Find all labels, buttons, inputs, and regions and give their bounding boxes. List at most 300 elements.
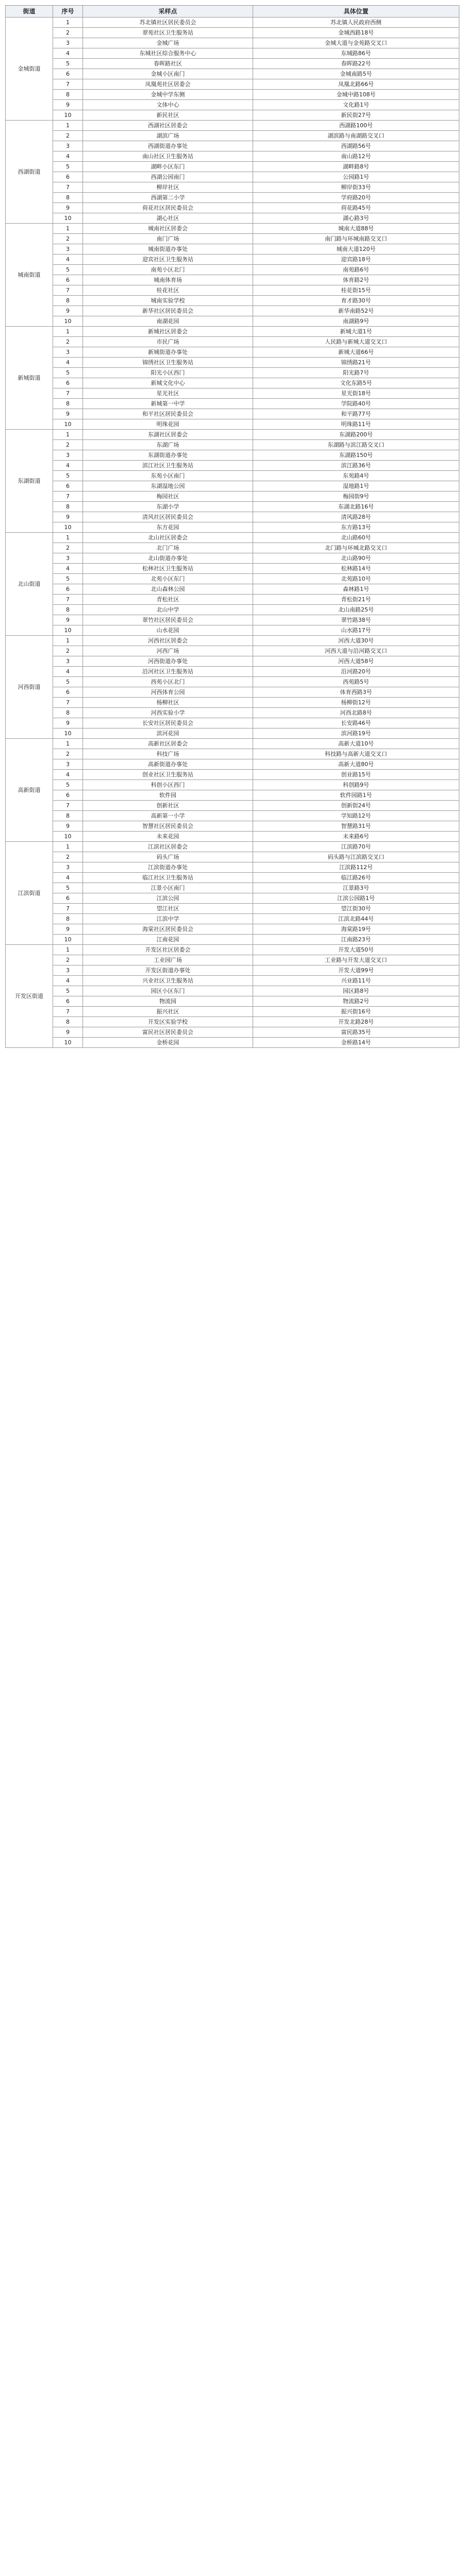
location-cell: 清风路28号 xyxy=(253,512,459,522)
table-row xyxy=(6,986,459,996)
seq-cell: 6 xyxy=(53,481,83,492)
seq-cell: 1 xyxy=(53,224,83,234)
table-row xyxy=(6,862,459,873)
sampling-point-cell: 金城广场 xyxy=(83,38,253,48)
location-cell: 东方路13号 xyxy=(253,522,459,533)
location-cell: 河西大道与沿河路交叉口 xyxy=(253,646,459,656)
location-cell: 体育西路3号 xyxy=(253,687,459,698)
street-name-cell: 江滨街道 xyxy=(6,842,53,945)
table-row xyxy=(6,780,459,790)
location-cell: 文化路1号 xyxy=(253,100,459,110)
seq-cell: 2 xyxy=(53,337,83,347)
location-cell: 东城路86号 xyxy=(253,48,459,59)
location-cell: 新民街27号 xyxy=(253,110,459,121)
location-cell: 城南大道120号 xyxy=(253,244,459,255)
seq-cell: 4 xyxy=(53,255,83,265)
table-row xyxy=(6,564,459,574)
sampling-point-cell: 开发区社区居委会 xyxy=(83,945,253,955)
sampling-point-cell: 新城第一中学 xyxy=(83,399,253,409)
seq-cell: 6 xyxy=(53,893,83,904)
seq-cell: 10 xyxy=(53,832,83,842)
sampling-point-cell: 江南花园 xyxy=(83,935,253,945)
location-cell: 物流路2号 xyxy=(253,996,459,1007)
table-row xyxy=(6,182,459,193)
sampling-point-cell: 苏北镇社区居民委员会 xyxy=(83,18,253,28)
table-row xyxy=(6,419,459,430)
sampling-point-cell: 江景小区南门 xyxy=(83,883,253,893)
seq-cell: 10 xyxy=(53,213,83,224)
table-row xyxy=(6,852,459,862)
location-cell: 湖滨路与南湖路交叉口 xyxy=(253,131,459,141)
table-row xyxy=(6,595,459,605)
location-cell: 春晖路22号 xyxy=(253,59,459,69)
location-cell: 海棠路19号 xyxy=(253,924,459,935)
sampling-point-cell: 城南实验学校 xyxy=(83,296,253,306)
sampling-point-cell: 东湖湿地公园 xyxy=(83,481,253,492)
location-cell: 湖心路3号 xyxy=(253,213,459,224)
location-cell: 河西大道58号 xyxy=(253,656,459,667)
table-row xyxy=(6,656,459,667)
sampling-point-cell: 北苑小区东门 xyxy=(83,574,253,584)
table-row xyxy=(6,543,459,553)
sampling-point-cell: 码头广场 xyxy=(83,852,253,862)
table-row xyxy=(6,842,459,852)
location-cell: 未来路6号 xyxy=(253,832,459,842)
location-cell: 临江路26号 xyxy=(253,873,459,883)
sampling-point-cell: 湖心社区 xyxy=(83,213,253,224)
seq-cell: 6 xyxy=(53,275,83,285)
table-row xyxy=(6,976,459,986)
table-header-row xyxy=(6,6,459,18)
sampling-point-cell: 青松社区 xyxy=(83,595,253,605)
location-cell: 高新大道10号 xyxy=(253,739,459,749)
sampling-point-cell: 湖滨广场 xyxy=(83,131,253,141)
seq-cell: 7 xyxy=(53,182,83,193)
sampling-point-cell: 滨江社区卫生服务站 xyxy=(83,461,253,471)
table-row xyxy=(6,625,459,636)
sampling-point-cell: 江滨公园 xyxy=(83,893,253,904)
table-row xyxy=(6,121,459,131)
seq-cell: 4 xyxy=(53,770,83,780)
sampling-point-cell: 高新社区居委会 xyxy=(83,739,253,749)
location-cell: 河西大道30号 xyxy=(253,636,459,646)
table-row xyxy=(6,234,459,244)
table-row xyxy=(6,935,459,945)
seq-cell: 3 xyxy=(53,759,83,770)
location-cell: 新城大道1号 xyxy=(253,327,459,337)
seq-cell: 5 xyxy=(53,59,83,69)
seq-cell: 4 xyxy=(53,461,83,471)
table-row xyxy=(6,38,459,48)
table-row xyxy=(6,821,459,832)
table-row xyxy=(6,244,459,255)
seq-cell: 6 xyxy=(53,584,83,595)
seq-cell: 10 xyxy=(53,1038,83,1048)
seq-cell: 8 xyxy=(53,399,83,409)
location-cell: 北山南路25号 xyxy=(253,605,459,615)
sampling-point-cell: 东湖街道办事处 xyxy=(83,450,253,461)
seq-cell: 6 xyxy=(53,69,83,79)
seq-cell: 1 xyxy=(53,945,83,955)
sampling-point-cell: 西湖社区居委会 xyxy=(83,121,253,131)
seq-cell: 10 xyxy=(53,522,83,533)
sampling-point-cell: 南山社区卫生服务站 xyxy=(83,151,253,162)
location-cell: 金城西路18号 xyxy=(253,28,459,38)
table-row xyxy=(6,296,459,306)
location-cell: 南苑路6号 xyxy=(253,265,459,275)
location-cell: 桂花街15号 xyxy=(253,285,459,296)
sampling-point-cell: 春晖路社区 xyxy=(83,59,253,69)
sampling-point-cell: 东城社区综合服务中心 xyxy=(83,48,253,59)
location-cell: 梅园街9号 xyxy=(253,492,459,502)
location-cell: 文化东路5号 xyxy=(253,378,459,388)
table-row xyxy=(6,955,459,965)
seq-cell: 2 xyxy=(53,852,83,862)
seq-cell: 1 xyxy=(53,430,83,440)
table-row xyxy=(6,131,459,141)
location-cell: 新城大道66号 xyxy=(253,347,459,358)
seq-cell: 6 xyxy=(53,378,83,388)
seq-cell: 5 xyxy=(53,574,83,584)
location-cell: 科创路9号 xyxy=(253,780,459,790)
seq-cell: 7 xyxy=(53,904,83,914)
seq-cell: 2 xyxy=(53,955,83,965)
table-row xyxy=(6,533,459,543)
sampling-point-cell: 物流园 xyxy=(83,996,253,1007)
table-row xyxy=(6,790,459,801)
sampling-point-cell: 河西广场 xyxy=(83,646,253,656)
seq-cell: 5 xyxy=(53,677,83,687)
seq-cell: 10 xyxy=(53,728,83,739)
sampling-point-cell: 开发区实验学校 xyxy=(83,1017,253,1027)
table-row xyxy=(6,914,459,924)
table-row xyxy=(6,285,459,296)
location-cell: 北山路60号 xyxy=(253,533,459,543)
table-row xyxy=(6,770,459,780)
table-row xyxy=(6,151,459,162)
seq-cell: 4 xyxy=(53,873,83,883)
location-cell: 软件园路1号 xyxy=(253,790,459,801)
table-body xyxy=(6,18,459,1048)
location-cell: 金城南路5号 xyxy=(253,69,459,79)
seq-cell: 8 xyxy=(53,296,83,306)
sampling-point-cell: 望江社区 xyxy=(83,904,253,914)
table-row xyxy=(6,440,459,450)
seq-cell: 3 xyxy=(53,38,83,48)
location-cell: 东苑路4号 xyxy=(253,471,459,481)
seq-cell: 10 xyxy=(53,316,83,327)
sampling-point-cell: 金桥花园 xyxy=(83,1038,253,1048)
location-cell: 明珠路11号 xyxy=(253,419,459,430)
table-row xyxy=(6,409,459,419)
seq-cell: 9 xyxy=(53,203,83,213)
seq-cell: 2 xyxy=(53,646,83,656)
seq-cell: 7 xyxy=(53,492,83,502)
location-cell: 科技路与高新大道交叉口 xyxy=(253,749,459,759)
sampling-point-cell: 高新街道办事处 xyxy=(83,759,253,770)
sampling-point-cell: 北山社区居委会 xyxy=(83,533,253,543)
seq-cell: 10 xyxy=(53,419,83,430)
sampling-point-cell: 城南社区居委会 xyxy=(83,224,253,234)
table-row xyxy=(6,759,459,770)
location-cell: 体育路2号 xyxy=(253,275,459,285)
street-name-cell: 城南街道 xyxy=(6,224,53,327)
table-row xyxy=(6,162,459,172)
location-cell: 青松街21号 xyxy=(253,595,459,605)
table-row xyxy=(6,904,459,914)
seq-cell: 5 xyxy=(53,471,83,481)
sampling-points-table xyxy=(5,5,459,1048)
table-row xyxy=(6,924,459,935)
sampling-point-cell: 市民广场 xyxy=(83,337,253,347)
sampling-point-cell: 西湖街道办事处 xyxy=(83,141,253,151)
sampling-point-cell: 北山森林公园 xyxy=(83,584,253,595)
sampling-point-cell: 西湖公园南门 xyxy=(83,172,253,182)
table-row xyxy=(6,687,459,698)
seq-cell: 9 xyxy=(53,718,83,728)
location-cell: 东湖路200号 xyxy=(253,430,459,440)
location-cell: 湿地路1号 xyxy=(253,481,459,492)
table-row xyxy=(6,110,459,121)
table-row xyxy=(6,193,459,203)
header-seq: 序号 xyxy=(53,6,83,18)
location-cell: 迎宾路18号 xyxy=(253,255,459,265)
seq-cell: 1 xyxy=(53,842,83,852)
table-row xyxy=(6,718,459,728)
location-cell: 锦绣路21号 xyxy=(253,358,459,368)
sampling-point-cell: 清风社区居民委员会 xyxy=(83,512,253,522)
location-cell: 凤凰北路66号 xyxy=(253,79,459,90)
table-row xyxy=(6,172,459,182)
sampling-point-cell: 高新第一小学 xyxy=(83,811,253,821)
location-cell: 河西北路8号 xyxy=(253,708,459,718)
location-cell: 湖畔路8号 xyxy=(253,162,459,172)
sampling-point-cell: 文体中心 xyxy=(83,100,253,110)
table-row xyxy=(6,90,459,100)
seq-cell: 8 xyxy=(53,811,83,821)
seq-cell: 9 xyxy=(53,306,83,316)
table-row xyxy=(6,347,459,358)
seq-cell: 7 xyxy=(53,698,83,708)
seq-cell: 10 xyxy=(53,110,83,121)
table-row xyxy=(6,883,459,893)
table-row xyxy=(6,471,459,481)
sampling-point-cell: 新城社区居委会 xyxy=(83,327,253,337)
seq-cell: 1 xyxy=(53,533,83,543)
sampling-point-cell: 凤凰苑社区居委会 xyxy=(83,79,253,90)
sampling-point-cell: 西湖第二小学 xyxy=(83,193,253,203)
location-cell: 南山路12号 xyxy=(253,151,459,162)
seq-cell: 9 xyxy=(53,924,83,935)
seq-cell: 5 xyxy=(53,265,83,275)
table-row xyxy=(6,48,459,59)
location-cell: 富民路35号 xyxy=(253,1027,459,1038)
table-row xyxy=(6,255,459,265)
seq-cell: 2 xyxy=(53,749,83,759)
location-cell: 长安路46号 xyxy=(253,718,459,728)
seq-cell: 6 xyxy=(53,996,83,1007)
seq-cell: 7 xyxy=(53,285,83,296)
location-cell: 开发大道50号 xyxy=(253,945,459,955)
seq-cell: 1 xyxy=(53,636,83,646)
seq-cell: 1 xyxy=(53,18,83,28)
seq-cell: 7 xyxy=(53,801,83,811)
table-row xyxy=(6,522,459,533)
location-cell: 山水路17号 xyxy=(253,625,459,636)
sampling-point-cell: 园区小区东门 xyxy=(83,986,253,996)
street-name-cell: 金城街道 xyxy=(6,18,53,121)
sampling-point-cell: 河西社区居委会 xyxy=(83,636,253,646)
seq-cell: 4 xyxy=(53,151,83,162)
sampling-point-cell: 创新社区 xyxy=(83,801,253,811)
seq-cell: 3 xyxy=(53,244,83,255)
table-row xyxy=(6,358,459,368)
table-row xyxy=(6,636,459,646)
table-row xyxy=(6,1027,459,1038)
table-row xyxy=(6,28,459,38)
location-cell: 江滨路112号 xyxy=(253,862,459,873)
location-cell: 北苑路10号 xyxy=(253,574,459,584)
location-cell: 创新街24号 xyxy=(253,801,459,811)
seq-cell: 5 xyxy=(53,162,83,172)
sampling-point-cell: 西苑小区北门 xyxy=(83,677,253,687)
table-row xyxy=(6,739,459,749)
table-row xyxy=(6,1007,459,1017)
table-row xyxy=(6,337,459,347)
seq-cell: 1 xyxy=(53,121,83,131)
seq-cell: 3 xyxy=(53,141,83,151)
location-cell: 南门路与环城南路交叉口 xyxy=(253,234,459,244)
seq-cell: 9 xyxy=(53,100,83,110)
sampling-point-cell: 振兴社区 xyxy=(83,1007,253,1017)
location-cell: 江滨北路44号 xyxy=(253,914,459,924)
table-row xyxy=(6,18,459,28)
sampling-point-cell: 河西实验小学 xyxy=(83,708,253,718)
sampling-point-cell: 新城文化中心 xyxy=(83,378,253,388)
sampling-point-cell: 东方花园 xyxy=(83,522,253,533)
table-row xyxy=(6,677,459,687)
location-cell: 西苑路5号 xyxy=(253,677,459,687)
seq-cell: 2 xyxy=(53,440,83,450)
sampling-point-cell: 桂花社区 xyxy=(83,285,253,296)
table-row xyxy=(6,450,459,461)
sampling-point-cell: 科技广场 xyxy=(83,749,253,759)
sampling-point-cell: 南门广场 xyxy=(83,234,253,244)
seq-cell: 4 xyxy=(53,667,83,677)
seq-cell: 2 xyxy=(53,131,83,141)
location-cell: 松林路14号 xyxy=(253,564,459,574)
sampling-point-cell: 海棠社区居民委员会 xyxy=(83,924,253,935)
table-row xyxy=(6,224,459,234)
table-row xyxy=(6,481,459,492)
seq-cell: 4 xyxy=(53,564,83,574)
seq-cell: 8 xyxy=(53,502,83,512)
location-cell: 高新大道80号 xyxy=(253,759,459,770)
location-cell: 人民路与新城大道交叉口 xyxy=(253,337,459,347)
street-name-cell: 北山街道 xyxy=(6,533,53,636)
sampling-point-cell: 临江社区卫生服务站 xyxy=(83,873,253,883)
location-cell: 东湖路150号 xyxy=(253,450,459,461)
sampling-point-cell: 河西体育公园 xyxy=(83,687,253,698)
location-cell: 创业路15号 xyxy=(253,770,459,780)
table-row xyxy=(6,801,459,811)
location-cell: 西湖路56号 xyxy=(253,141,459,151)
location-cell: 工业路与开发大道交叉口 xyxy=(253,955,459,965)
location-cell: 北门路与环城北路交叉口 xyxy=(253,543,459,553)
sampling-point-cell: 东苑小区南门 xyxy=(83,471,253,481)
seq-cell: 8 xyxy=(53,193,83,203)
seq-cell: 8 xyxy=(53,90,83,100)
sampling-point-cell: 杨柳社区 xyxy=(83,698,253,708)
seq-cell: 4 xyxy=(53,48,83,59)
table-row xyxy=(6,69,459,79)
sampling-point-cell: 北门广场 xyxy=(83,543,253,553)
sampling-point-cell: 星光社区 xyxy=(83,388,253,399)
sampling-point-cell: 创业社区卫生服务站 xyxy=(83,770,253,780)
table-row xyxy=(6,945,459,955)
street-name-cell: 高新街道 xyxy=(6,739,53,842)
table-row xyxy=(6,430,459,440)
sampling-point-cell: 未来花园 xyxy=(83,832,253,842)
table-row xyxy=(6,327,459,337)
seq-cell: 8 xyxy=(53,1017,83,1027)
location-cell: 兴业路11号 xyxy=(253,976,459,986)
sampling-point-cell: 软件园 xyxy=(83,790,253,801)
seq-cell: 2 xyxy=(53,234,83,244)
seq-cell: 3 xyxy=(53,450,83,461)
location-cell: 西湖路100号 xyxy=(253,121,459,131)
location-cell: 森林路1号 xyxy=(253,584,459,595)
seq-cell: 10 xyxy=(53,625,83,636)
seq-cell: 3 xyxy=(53,862,83,873)
sampling-point-cell: 北山中学 xyxy=(83,605,253,615)
sampling-point-cell: 柳岸社区 xyxy=(83,182,253,193)
location-cell: 柳岸街33号 xyxy=(253,182,459,193)
sampling-point-cell: 东湖社区居委会 xyxy=(83,430,253,440)
street-name-cell: 东湖街道 xyxy=(6,430,53,533)
table-row xyxy=(6,461,459,471)
table-row xyxy=(6,492,459,502)
location-cell: 振兴街16号 xyxy=(253,1007,459,1017)
location-cell: 江滨路70号 xyxy=(253,842,459,852)
table-row xyxy=(6,306,459,316)
seq-cell: 4 xyxy=(53,358,83,368)
sampling-point-cell: 工业园广场 xyxy=(83,955,253,965)
seq-cell: 3 xyxy=(53,656,83,667)
seq-cell: 8 xyxy=(53,708,83,718)
header-point: 采样点 xyxy=(83,6,253,18)
street-name-cell: 开发区街道 xyxy=(6,945,53,1048)
table-row xyxy=(6,873,459,883)
table-row xyxy=(6,213,459,224)
table-row xyxy=(6,832,459,842)
seq-cell: 5 xyxy=(53,883,83,893)
location-cell: 学院路40号 xyxy=(253,399,459,409)
seq-cell: 5 xyxy=(53,368,83,378)
sampling-point-cell: 新城街道办事处 xyxy=(83,347,253,358)
sampling-point-cell: 东湖广场 xyxy=(83,440,253,450)
sampling-point-cell: 迎宾社区卫生服务站 xyxy=(83,255,253,265)
location-cell: 江滨公园路1号 xyxy=(253,893,459,904)
seq-cell: 7 xyxy=(53,388,83,399)
location-cell: 金桥路14号 xyxy=(253,1038,459,1048)
sampling-point-cell: 锦绣社区卫生服务站 xyxy=(83,358,253,368)
table-row xyxy=(6,667,459,677)
table-row xyxy=(6,368,459,378)
sampling-point-cell: 松林社区卫生服务站 xyxy=(83,564,253,574)
location-cell: 育才路30号 xyxy=(253,296,459,306)
seq-cell: 6 xyxy=(53,687,83,698)
